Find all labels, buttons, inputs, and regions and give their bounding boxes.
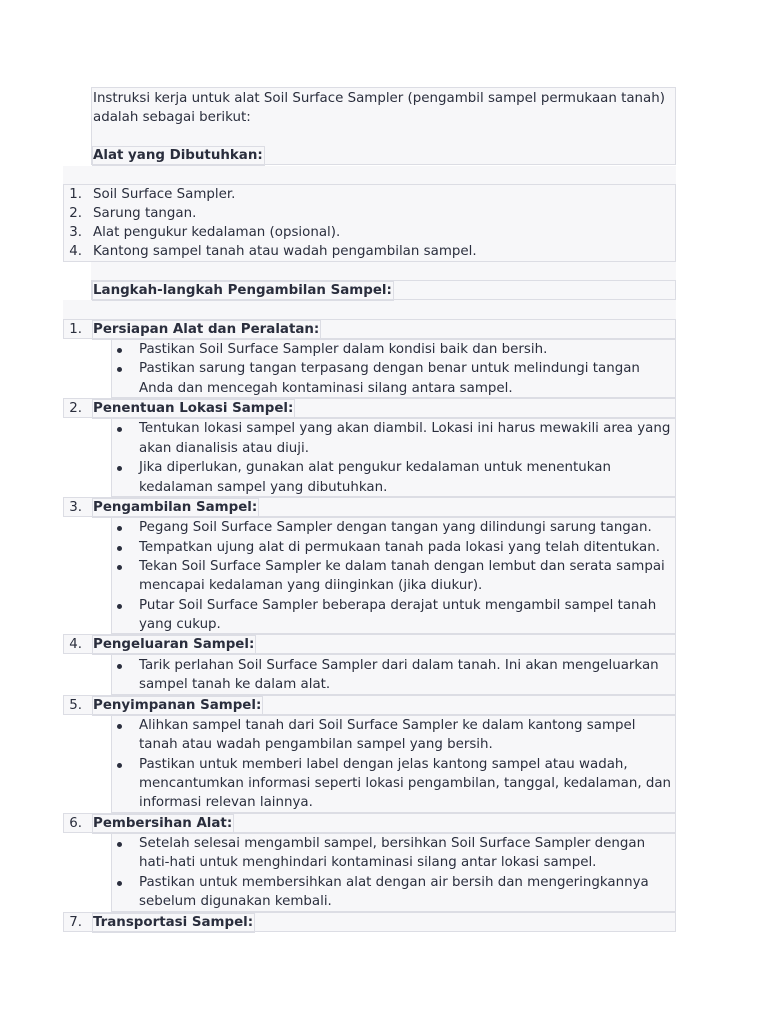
gap-strip xyxy=(91,262,676,280)
step-3-title-text: Pengambilan Sampel: xyxy=(92,498,259,518)
step-3-bullet-2-line-1: Tempatkan ujung alat di permukaan tanah pada lokasi yang telah ditentukan. xyxy=(139,540,660,555)
step-3-bullet-4-line-2: yang cukup. xyxy=(139,617,221,632)
step-2-title-text: Penentuan Lokasi Sampel: xyxy=(92,399,295,419)
step-2-bullet-1-line-2: akan dianalisis atau diuji. xyxy=(139,441,309,456)
tools-item-3-number: 3. xyxy=(69,225,82,240)
gap-strip xyxy=(63,166,676,184)
step-6-bullet-1-line-1: Setelah selesai mengambil sampel, bersihkan Soil Surface Sampler dengan xyxy=(139,836,646,851)
step-6-number: 6. xyxy=(69,816,82,831)
step-3-number: 3. xyxy=(69,500,82,515)
step-7-title xyxy=(93,913,255,933)
step-6-bullet-1-line-2: hati-hati untuk menghindari kontaminasi silang antar lokasi sampel. xyxy=(139,855,597,870)
step-3-bullet-3-line-2: mencapai kedalaman yang diinginkan (jika diukur). xyxy=(139,578,483,593)
steps-heading-text: Langkah-langkah Pengambilan Sampel: xyxy=(92,281,394,301)
step-2-bullet-2-line-1: Jika diperlukan, gunakan alat pengukur kedalaman untuk menentukan xyxy=(139,460,611,475)
bullet-icon xyxy=(117,526,122,531)
step-7-number: 7. xyxy=(69,915,82,930)
step-5-bullet-2-line-3: informasi relevan lainnya. xyxy=(139,795,313,810)
bullet-icon xyxy=(117,367,122,372)
bullet-icon xyxy=(117,546,122,551)
step-3-bullet-1-line-1: Pegang Soil Surface Sampler dengan tangan yang dilindungi sarung tangan. xyxy=(139,520,652,535)
step-5-bullet-1-line-2: tanah atau wadah pengambilan sampel yang bersih. xyxy=(139,737,493,752)
step-2-bullet-1-line-1: Tentukan lokasi sampel yang akan diambil. Lokasi ini harus mewakili area yang xyxy=(139,421,671,436)
step-6-bullet-2-line-1: Pastikan untuk membersihkan alat dengan air bersih dan mengeringkannya xyxy=(139,875,649,890)
gap-strip xyxy=(63,300,676,319)
tools-item-2: Sarung tangan. xyxy=(93,206,197,221)
step-4-title-text: Pengeluaran Sampel: xyxy=(92,635,256,655)
tools-item-1: Soil Surface Sampler. xyxy=(93,187,236,202)
step-2-title xyxy=(93,399,295,419)
step-1-bullet-2-line-1: Pastikan sarung tangan terpasang dengan benar untuk melindungi tangan xyxy=(139,361,640,376)
step-3-title xyxy=(93,498,259,518)
step-6-title xyxy=(93,814,234,834)
tools-item-1-number: 1. xyxy=(69,187,82,202)
step-1-title-text: Persiapan Alat dan Peralatan: xyxy=(92,320,321,340)
tools-heading-text: Alat yang Dibutuhkan: xyxy=(92,146,265,166)
step-2-number: 2. xyxy=(69,401,82,416)
tools-item-3: Alat pengukur kedalaman (opsional). xyxy=(93,225,341,240)
step-1-title xyxy=(93,320,321,340)
intro-line-1: Instruksi kerja untuk alat Soil Surface Sampler (pengambil sampel permukaan tanah) xyxy=(93,91,665,106)
step-4-number: 4. xyxy=(69,637,82,652)
tools-heading xyxy=(93,146,265,166)
step-5-number: 5. xyxy=(69,698,82,713)
bullet-icon xyxy=(117,664,122,669)
step-5-bullet-2-line-1: Pastikan untuk memberi label dengan jelas kantong sampel atau wadah, xyxy=(139,757,628,772)
bullet-icon xyxy=(117,565,122,570)
bullet-icon xyxy=(117,724,122,729)
step-3-bullet-4-line-1: Putar Soil Surface Sampler beberapa derajat untuk mengambil sampel tanah xyxy=(139,598,657,613)
step-3-bullet-3-line-1: Tekan Soil Surface Sampler ke dalam tanah dengan lembut dan serata sampai xyxy=(139,559,665,574)
step-5-bullet-2-line-2: mencantumkan informasi seperti lokasi pengambilan, tanggal, kedalaman, dan xyxy=(139,776,672,791)
tools-item-4: Kantong sampel tanah atau wadah pengambilan sampel. xyxy=(93,244,477,259)
step-1-bullet-2-line-2: Anda dan mencegah kontaminasi silang antara sampel. xyxy=(139,381,513,396)
step-6-title-text: Pembersihan Alat: xyxy=(92,814,234,834)
step-4-title xyxy=(93,635,256,655)
step-4-bullet-1-line-1: Tarik perlahan Soil Surface Sampler dari dalam tanah. Ini akan mengeluarkan xyxy=(139,658,659,673)
tools-item-2-number: 2. xyxy=(69,206,82,221)
bullet-icon xyxy=(117,427,122,432)
bullet-icon xyxy=(117,604,122,609)
step-2-bullet-2-line-2: kedalaman sampel yang dibutuhkan. xyxy=(139,480,388,495)
step-5-bullet-1-line-1: Alihkan sampel tanah dari Soil Surface Sampler ke dalam kantong sampel xyxy=(139,718,636,733)
step-6-bullet-2-line-2: sebelum digunakan kembali. xyxy=(139,894,332,909)
tools-item-4-number: 4. xyxy=(69,244,82,259)
bullet-icon xyxy=(117,881,122,886)
step-1-number: 1. xyxy=(69,322,82,337)
bullet-icon xyxy=(117,466,122,471)
step-5-title xyxy=(93,696,263,716)
step-7-title-text: Transportasi Sampel: xyxy=(92,913,255,933)
steps-heading xyxy=(93,281,394,301)
intro-line-2: adalah sebagai berikut: xyxy=(93,110,251,125)
step-1-bullet-1-line-1: Pastikan Soil Surface Sampler dalam kondisi baik dan bersih. xyxy=(139,342,548,357)
bullet-icon xyxy=(117,348,122,353)
bullet-icon xyxy=(117,763,122,768)
step-5-title-text: Penyimpanan Sampel: xyxy=(92,696,263,716)
step-4-bullet-1-line-2: sampel tanah ke dalam alat. xyxy=(139,677,331,692)
bullet-icon xyxy=(117,842,122,847)
